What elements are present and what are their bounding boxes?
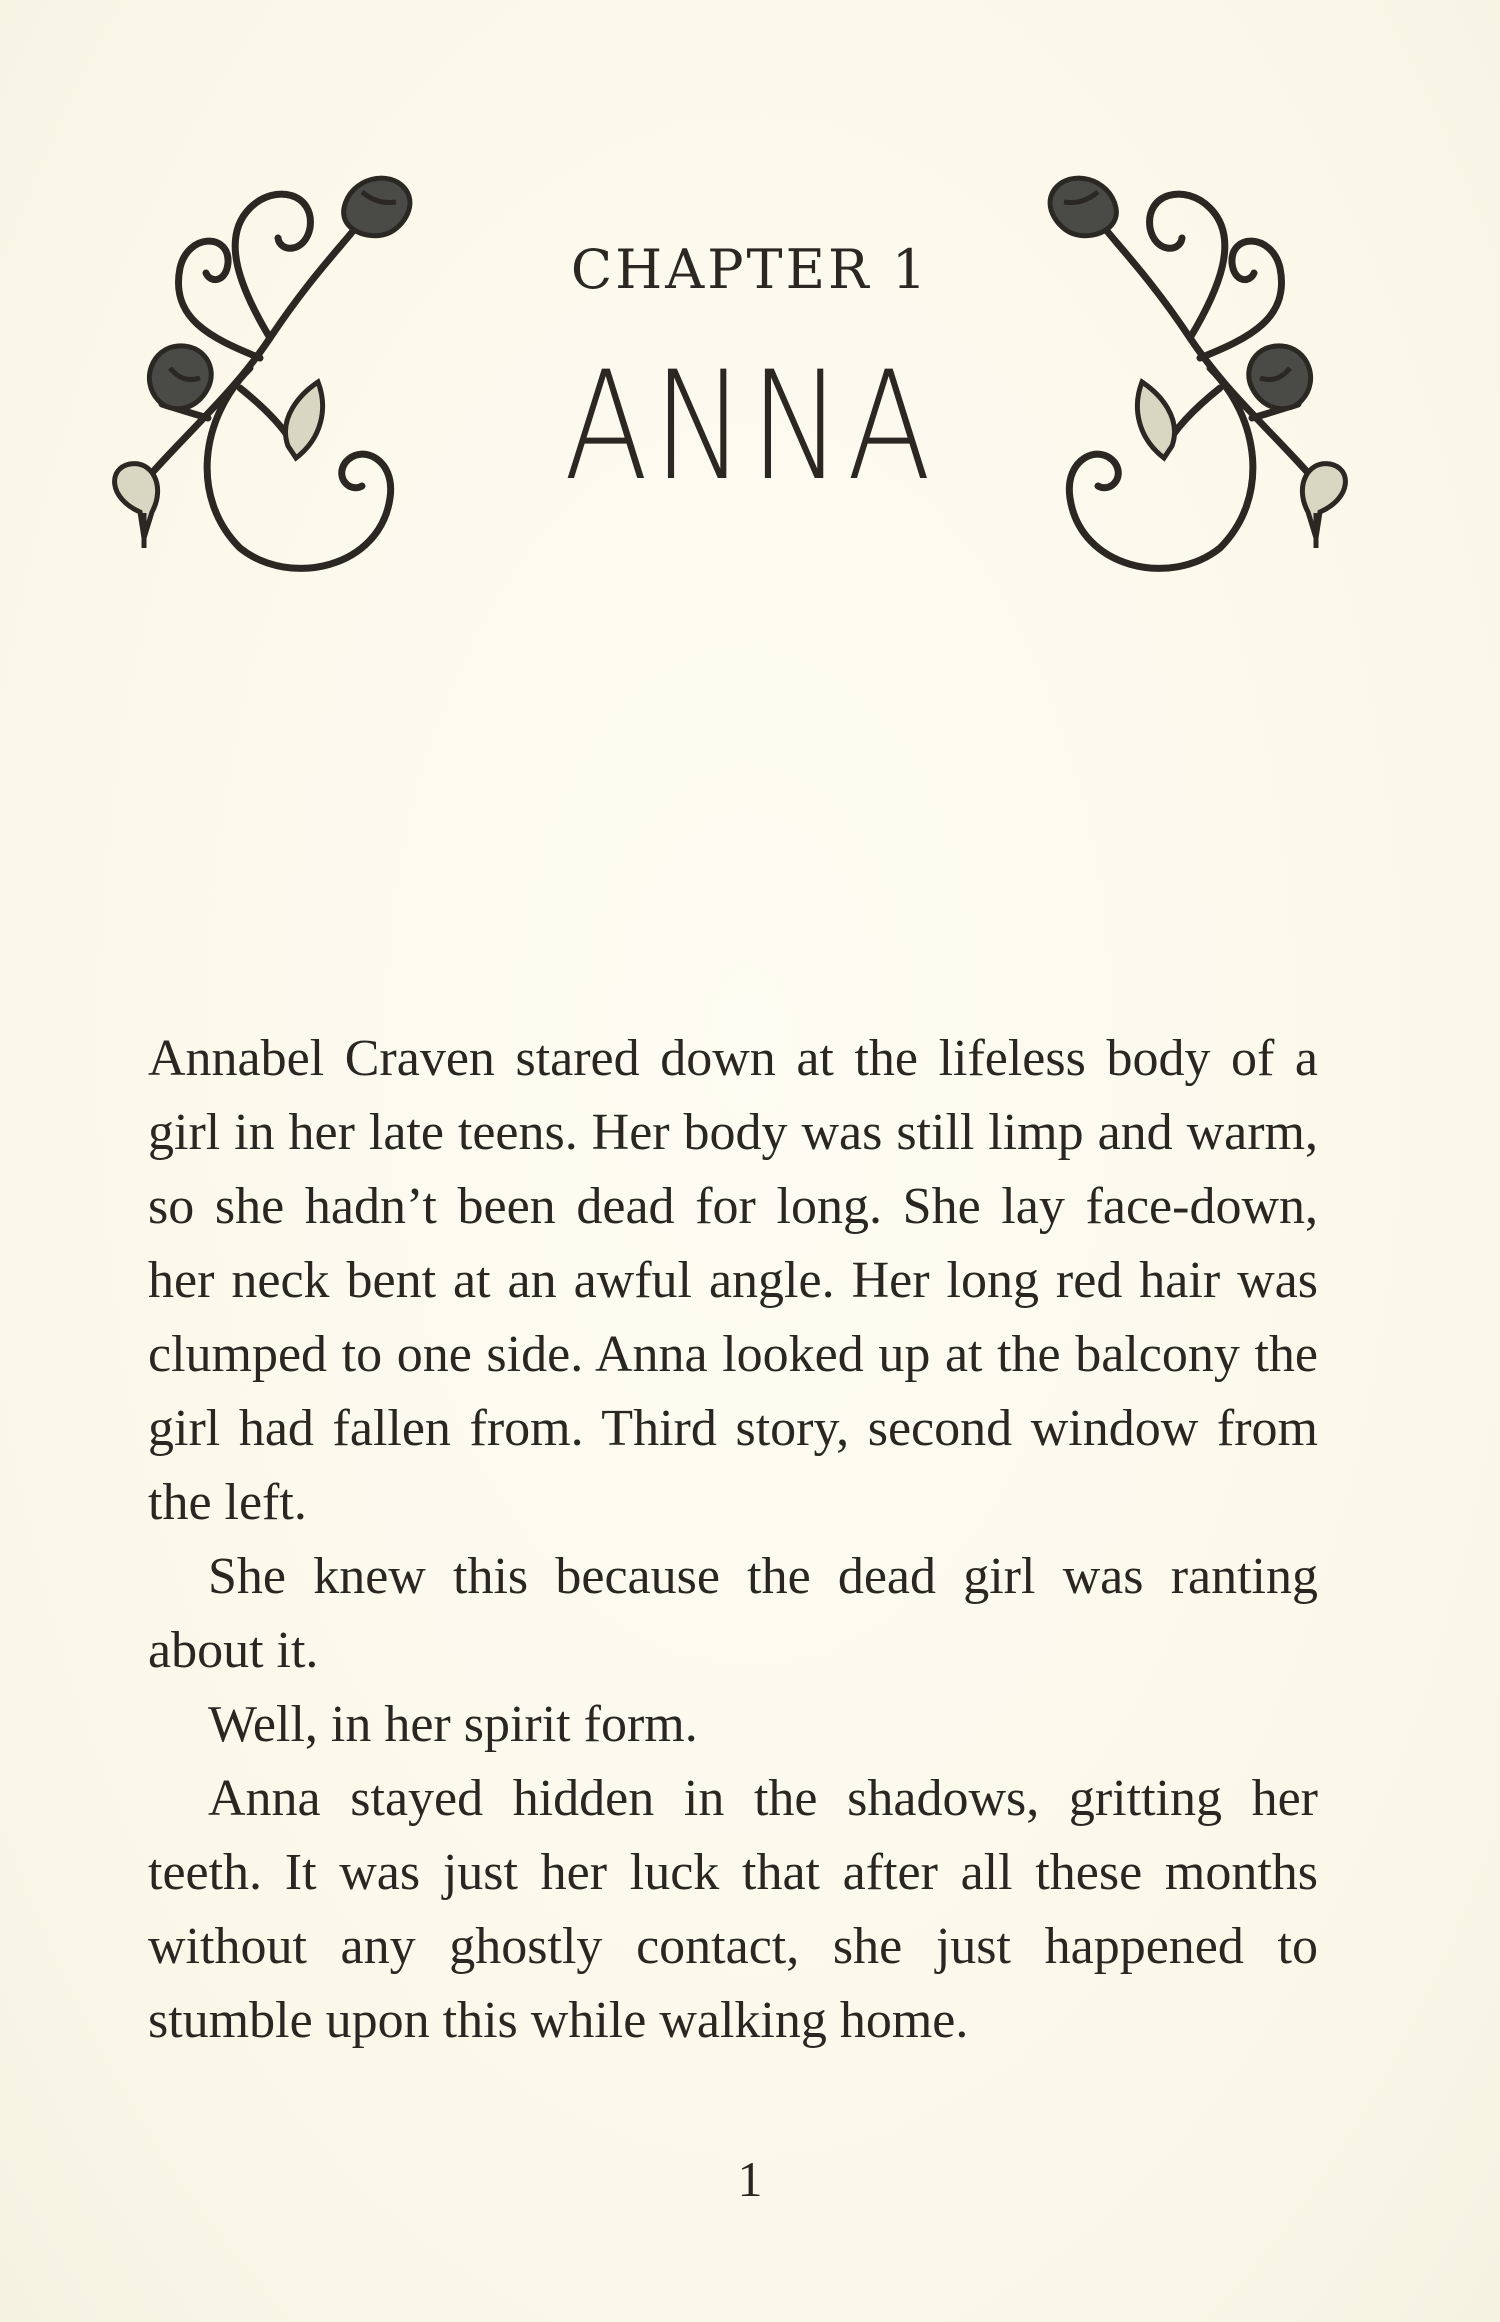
paragraph: Annabel Craven stared down at the lifeless body of a girl in her late teens. Her body was still limp and warm, so she hadn’t been dead for long. She lay face-down, her neck bent at an awful angle. Her long red hair was clumped to one side. Anna looked up at the balcony the girl had fallen from. Third story, second window from the left. [148,1030,1318,1531]
flourish-vine-icon [1000,168,1360,618]
paragraph: She knew this because the dead girl was ranting about it. [148,1548,1318,1679]
chapter-title: ANNA [564,340,936,514]
chapter-body [148,1022,1318,2058]
paragraph: Well, in her spirit form. [208,1696,698,1753]
flourish-vine-icon [100,168,460,618]
paragraph: Anna stayed hidden in the shadows, gritting her teeth. It was just her luck that after all these months without any ghostly contact, she just happened to stumble upon this while walking home. [148,1770,1318,2049]
page-number: 1 [737,2151,763,2207]
chapter-number: CHAPTER 1 [570,238,930,301]
